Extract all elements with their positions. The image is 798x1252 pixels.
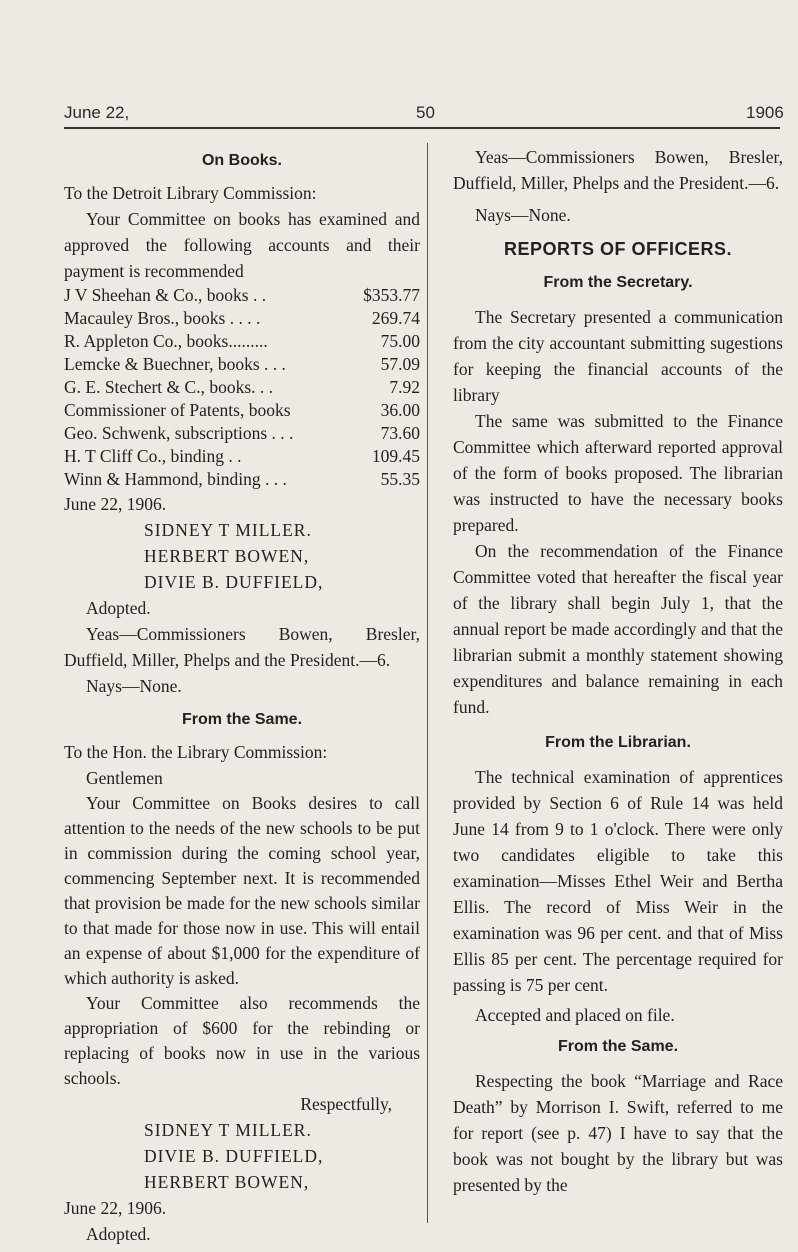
account-row	[64, 376, 420, 399]
account-name: J V Sheehan & Co., books . .	[64, 285, 267, 305]
heading-reports-of-officers: REPORTS OF OFFICERS.	[503, 239, 732, 259]
heading-from-the-same: From the Same.	[557, 1038, 679, 1055]
address-hon-commission: To the Hon. the Library Commission:	[64, 742, 328, 762]
secretary-paragraph: The same was submitted to the Finance Committee which afterward reported approval of the form of books proposed. The librarian was instructed to have the necessary books prepared.	[453, 411, 783, 535]
librarian-paragraph: Respecting the book “Marriage and Race Death” by Morrison I. Swift, referred to me for report (see p. 47) I have to say that the book was not bought by the library but was presented by the	[453, 1071, 783, 1195]
accepted-text: Accepted and placed on file.	[475, 1005, 675, 1025]
signature-line: SIDNEY T MILLER.	[144, 1120, 312, 1140]
report-date: June 22, 1906.	[64, 1198, 167, 1218]
address-commission: To the Detroit Library Commission:	[64, 183, 317, 203]
account-name: R. Appleton Co., books.........	[64, 331, 268, 351]
salutation: Gentlemen	[86, 768, 163, 788]
report-date: June 22, 1906.	[64, 494, 167, 514]
heading-on-books: On Books.	[201, 152, 282, 169]
account-amount: 36.00	[380, 400, 420, 420]
page-number: 50	[416, 103, 435, 122]
account-name: Winn & Hammond, binding . . .	[64, 469, 287, 489]
account-amount: 73.60	[380, 423, 420, 443]
account-row	[64, 422, 420, 445]
accounts-list	[64, 284, 420, 491]
account-name: Macauley Bros., books . . . .	[64, 308, 261, 328]
account-name: Commissioner of Patents, books	[64, 400, 291, 420]
account-amount: $353.77	[363, 285, 420, 305]
signature-line: DIVIE B. DUFFIELD,	[144, 572, 324, 592]
secretary-paragraph: On the recommendation of the Finance Committee voted that hereafter the fiscal year of the library shall begin July 1, that the annual report be made accordingly and that the librarian submit a monthly statement showing expenditures and balance remaining in each fund.	[453, 541, 783, 717]
signature-line: DIVIE B. DUFFIELD,	[144, 1146, 324, 1166]
adopted-text: Adopted.	[86, 1224, 151, 1244]
header-date: June 22,	[64, 103, 130, 122]
signature-line: SIDNEY T MILLER.	[144, 520, 312, 540]
account-row	[64, 353, 420, 376]
yeas-vote: Yeas—Commissioners Bowen, Bresler, Duffield, Miller, Phelps and the President.—6.	[64, 624, 420, 670]
signature-line: HERBERT BOWEN,	[144, 546, 310, 566]
account-row	[64, 468, 420, 491]
account-amount: 109.45	[371, 446, 420, 466]
nays-vote: Nays—None.	[475, 205, 571, 225]
secretary-paragraph: The Secretary presented a communication from the city accountant submitting sugestions for keeping the financial accounts of the library	[453, 307, 783, 405]
column-divider	[427, 143, 428, 1223]
rebinding-paragraph: Your Committee also recommends the appropriation of $600 for the rebinding or replacing of books now in use in the various schools.	[64, 993, 420, 1088]
left-column	[64, 140, 420, 1247]
account-amount: 7.92	[389, 377, 420, 397]
account-name: H. T Cliff Co., binding . .	[64, 446, 242, 466]
header-year: 1906	[746, 103, 784, 122]
account-row	[64, 445, 420, 468]
heading-from-the-secretary: From the Secretary.	[543, 274, 693, 291]
header-rule	[64, 127, 780, 129]
account-amount: 75.00	[380, 331, 420, 351]
account-row	[64, 399, 420, 422]
account-row	[64, 284, 420, 307]
account-row	[64, 330, 420, 353]
yeas-vote: Yeas—Commissioners Bowen, Bresler, Duffield, Miller, Phelps and the President.—6.	[453, 147, 783, 193]
heading-from-the-librarian: From the Librarian.	[545, 734, 691, 751]
account-amount: 269.74	[371, 308, 420, 328]
adopted-text: Adopted.	[86, 598, 151, 618]
signature-line: HERBERT BOWEN,	[144, 1172, 310, 1192]
account-row	[64, 307, 420, 330]
heading-from-the-same: From the Same.	[181, 711, 303, 728]
closing-respectfully: Respectfully,	[300, 1094, 392, 1114]
account-amount: 57.09	[380, 354, 420, 374]
account-amount: 55.35	[380, 469, 420, 489]
nays-vote: Nays—None.	[86, 676, 182, 696]
account-name: Lemcke & Buechner, books . . .	[64, 354, 286, 374]
account-name: Geo. Schwenk, subscriptions . . .	[64, 423, 294, 443]
right-column	[453, 140, 783, 1198]
books-committee-paragraph: Your Committee on books has examined and approved the following accounts and their payment is recommended	[64, 209, 420, 281]
account-name: G. E. Stechert & C., books. . .	[64, 377, 274, 397]
schools-paragraph: Your Committee on Books desires to call attention to the needs of the new schools to be put in commission during the coming school year, commencing September next. It is recommended that provision be made for the new schools similar to that made for those now in use. This will entail an expense of about $1,000 for the expenditure of which authority is asked.	[64, 793, 420, 988]
librarian-paragraph: The technical examination of apprentices provided by Section 6 of Rule 14 was held June 14 from 9 to 1 o'clock. There were only two candidates eligible to take this examination—Misses Ethel Weir and Bertha Ellis. The record of Miss Weir in the examination was 96 per cent. and that of Miss Ellis 85 per cent. The percentage required for passing is 75 per cent.	[453, 767, 783, 995]
